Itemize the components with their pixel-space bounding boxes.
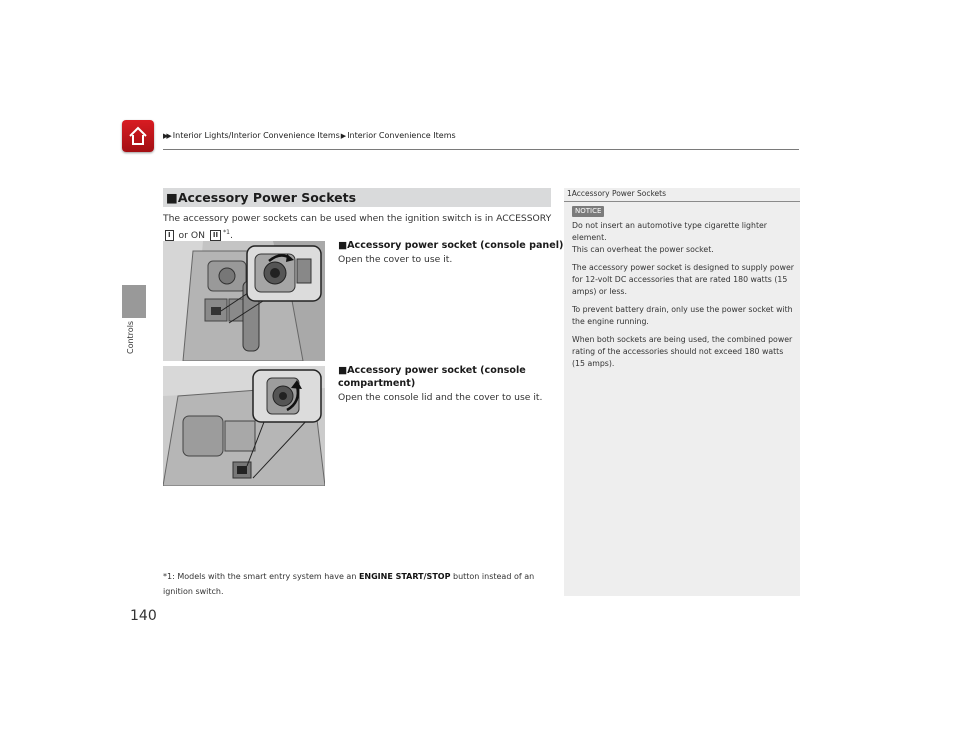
subsection-body: Open the cover to use it.	[338, 254, 453, 265]
page-number: 140	[130, 608, 157, 624]
side-note-divider	[564, 201, 800, 202]
side-note-body	[572, 220, 794, 376]
subsection-body: Open the console lid and the cover to use it.	[338, 392, 543, 403]
footnote: *1: Models with the smart entry system have an ENGINE START/STOP button instead of an ignition switch.	[163, 572, 535, 596]
intro-paragraph: The accessory power sockets can be used when the ignition switch is in ACCESSORY I or ON II $^{*1}$.	[163, 213, 552, 242]
note-paragraph: To prevent battery drain, only use the power socket with the engine running.	[572, 305, 793, 326]
note-ref-icon: 1	[567, 189, 572, 198]
console-compartment-illustration	[163, 366, 325, 486]
header-divider	[163, 149, 799, 150]
breadcrumb	[163, 131, 456, 140]
section-title: ■Accessory Power Sockets	[166, 190, 357, 205]
home-button[interactable]	[122, 120, 154, 152]
breadcrumb-item-2[interactable]: Interior Convenience Items	[347, 131, 456, 140]
subsection-heading: ■Accessory power socket (console panel)	[338, 240, 564, 251]
bullet-icon: ■	[338, 240, 348, 251]
note-paragraph: Do not insert an automotive type cigarette lighter element. This can overheat the power socket.	[572, 221, 768, 254]
subsection-heading: ■Accessory power socket (console compartment)	[338, 365, 526, 389]
bullet-icon: ■	[338, 365, 348, 376]
breadcrumb-arrow-icon: ▶▶	[163, 132, 170, 140]
section-marker-icon: ■	[166, 190, 178, 205]
side-note-title: 1Accessory Power Sockets	[567, 189, 667, 198]
key-on-icon: II	[210, 230, 221, 241]
breadcrumb-arrow-icon: ▶	[340, 132, 347, 140]
chapter-label: Controls	[126, 320, 135, 354]
note-paragraph: The accessory power socket is designed to supply power for 12-volt DC accessories that are rated 180 watts (15 amps) or less.	[572, 263, 794, 296]
key-accessory-icon: I	[165, 230, 174, 241]
note-paragraph: When both sockets are being used, the combined power rating of the accessories should not exceed 180 watts (15 amps).	[572, 335, 793, 368]
engine-start-stop-label: ENGINE START/STOP	[358, 572, 451, 581]
notice-badge: NOTICE	[572, 206, 604, 217]
footnote-ref[interactable]: *1	[223, 229, 230, 236]
console-panel-illustration	[163, 241, 325, 361]
home-icon	[127, 125, 149, 147]
breadcrumb-item-1[interactable]: Interior Lights/Interior Convenience Items	[172, 131, 340, 140]
